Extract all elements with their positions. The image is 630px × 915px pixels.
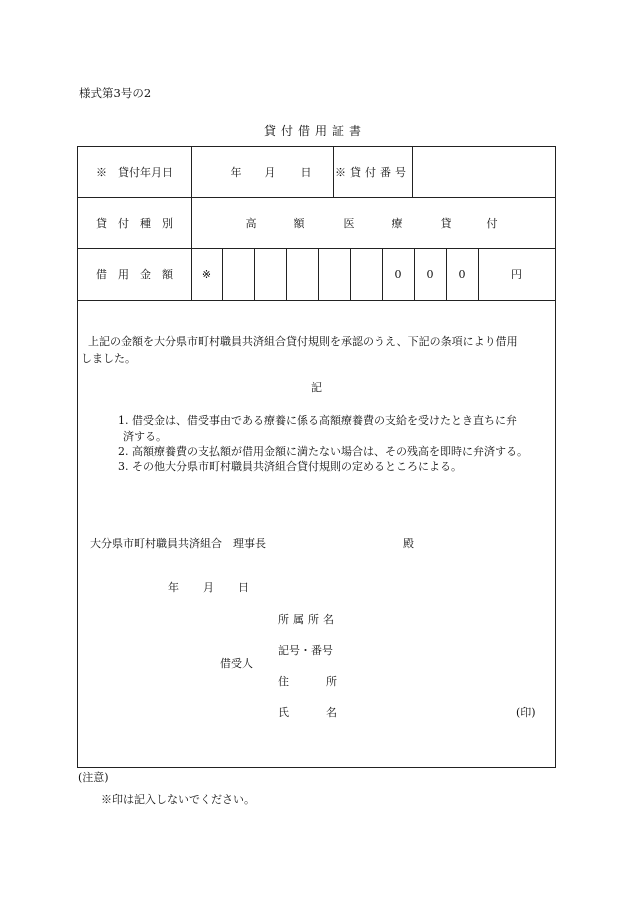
- addressee-suffix: 殿: [403, 537, 414, 550]
- sign-date-year: 年: [168, 581, 179, 594]
- loan-type-char: 貸: [440, 216, 452, 230]
- loan-type-char: 療: [391, 216, 403, 230]
- intro-line-1: 上記の金額を大分県市町村職員共済組合貸付規則を承認のうえ、下記の条項により借用: [88, 335, 518, 348]
- loan-type-char: 額: [293, 216, 305, 230]
- document-title: 貸付借用証書: [263, 124, 366, 138]
- name-label-1: 氏: [278, 706, 289, 719]
- loan-number-label: ※貸付番号: [335, 166, 410, 179]
- address-label-2: 所: [326, 675, 337, 688]
- loan-type-char: 付: [486, 216, 498, 230]
- amount-digit[interactable]: [350, 248, 382, 300]
- notes-text: ※印は記入しないでください。: [101, 793, 255, 806]
- amount-mark: ※: [201, 267, 212, 281]
- amount-digit: 0: [458, 267, 466, 281]
- amount-digit: 0: [394, 267, 402, 281]
- item-2-number: 2.: [118, 445, 129, 458]
- intro-line-2: しました。: [81, 352, 136, 365]
- amount-digit[interactable]: [286, 248, 318, 300]
- affiliation-label: 所属所名: [278, 613, 338, 626]
- borrower-label: 借受人: [220, 657, 253, 670]
- loan-number-field[interactable]: [412, 147, 555, 197]
- loan-type-char: 高: [245, 216, 257, 230]
- amount-digit[interactable]: [254, 248, 286, 300]
- amount-label: 借 用 金 額: [96, 268, 173, 281]
- form-number: 様式第3号の2: [79, 86, 152, 100]
- loan-date-year-label: 年: [230, 166, 242, 179]
- notes-heading: (注意): [78, 771, 109, 784]
- item-3-line-1: その他大分県市町村職員共済組合貸付規則の定めるところによる。: [132, 460, 462, 473]
- form-frame: [77, 146, 556, 768]
- name-label-2: 名: [326, 706, 337, 719]
- item-1-number: 1.: [118, 414, 129, 427]
- loan-type-label: 貸 付 種 別: [96, 216, 173, 230]
- amount-digit[interactable]: [318, 248, 350, 300]
- address-label-1: 住: [278, 675, 289, 688]
- row-divider: [78, 300, 555, 301]
- item-2-line-1: 高額療養費の支払額が借用金額に満たない場合は、その残高を即時に弁済する。: [132, 445, 528, 458]
- amount-digit: 0: [426, 267, 434, 281]
- item-1-line-1: 借受金は、借受事由である療養に係る高額療養費の支給を受けたとき直ちに弁: [132, 414, 517, 427]
- ki-heading: 記: [311, 381, 322, 394]
- symbol-number-label: 記号・番号: [278, 644, 333, 657]
- loan-type-char: 医: [343, 216, 355, 230]
- loan-date-label: ※ 貸付年月日: [96, 166, 173, 179]
- loan-date-day-label: 日: [300, 166, 312, 179]
- loan-date-month-label: 月: [264, 166, 276, 179]
- sign-date-day: 日: [238, 581, 249, 594]
- amount-unit: 円: [511, 268, 522, 281]
- item-1-line-2: 済する。: [123, 430, 167, 443]
- amount-digit[interactable]: [222, 248, 254, 300]
- sign-date-month: 月: [203, 581, 214, 594]
- addressee-org: 大分県市町村職員共済組合 理事長: [90, 537, 266, 550]
- item-3-number: 3.: [118, 460, 129, 473]
- seal-mark: (印): [516, 706, 536, 719]
